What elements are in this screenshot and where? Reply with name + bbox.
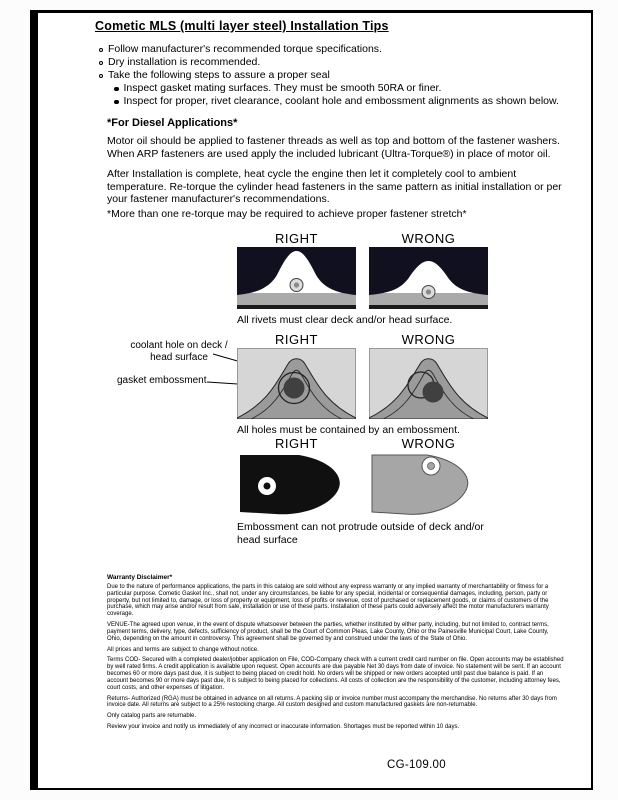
disclaimer-paragraph: All prices and terms are subject to change without notice. <box>107 646 259 653</box>
rivets-caption: All rivets must clear deck and/or head surface. <box>237 314 453 326</box>
rivet-clearance-wrong-image <box>369 247 488 309</box>
disclaimer-paragraph: Terms COD- Secured with a completed dealer/jobber application on File, COD-Company check with a current credit card number on file. Open accounts may be established by well rated firms. A credit application is available upon request. Open accounts are due payable Net 30 days from date of invoice. No statement will be sent. If an account becomes 60 or more days past due, it is subject to being placed on credit hold. No orders will be shipped or new orders accepted until past due balance is paid. If an account becomes 90 or more days past due, it is subject to being placed for collections. All costs of collection are the responsibility of the customer, including attorney fees, court costs, and other expenses of litigation. <box>107 657 564 691</box>
disclaimer-paragraph: Due to the nature of performance applications, the parts in this catalog are sold without any express warranty or any implied warranty of merchantability or fitness for a particular purpose. Cometic Gasket Inc., shall not, under any circumstances, be liable for any special, incidental or consequential damages, including, person, party or property, but not limited to, damage, or loss of property or equipment, loss of profits or revenue, cost of purchased or replacement goods, or claims of customers of the purchase, which may arise and/or result from sale, installation or use of these parts. Installation of these parts could adversely affect the motor manufacturers warranty coverage. <box>107 584 549 618</box>
wrong-label-row3: WRONG <box>401 436 456 451</box>
diesel-paragraph-3: *More than one re-torque may be required to achieve proper fastener stretch* <box>107 208 467 220</box>
catalog-page-code: CG-109.00 <box>387 759 446 771</box>
list-item <box>99 56 559 69</box>
list-item <box>99 69 559 82</box>
list-item <box>99 43 559 56</box>
tip-text: Take the following steps to assure a proper seal <box>108 69 330 81</box>
open-bullet-icon <box>99 61 103 65</box>
protrusion-wrong-image <box>369 452 488 518</box>
tip-text: Inspect gasket mating surfaces. They must be smooth 50RA or finer. <box>123 82 442 94</box>
installation-tips-list <box>99 43 559 108</box>
warranty-disclaimer-body <box>107 584 564 735</box>
gasket-embossment-annotation: gasket embossment <box>117 375 207 386</box>
embossment-containment-right-image <box>237 348 356 419</box>
disclaimer-paragraph: Returns- Authorized (RGA) must be obtained in advance on all returns. A packing slip or invoice number must accompany the merchandise. No returns after 30 days from invoice date. All returns are subject to a 25% restocking charge. All custom designed and custom manufactured gaskets are non-returnable. <box>107 695 557 709</box>
wrong-label-row1: WRONG <box>401 231 456 246</box>
coolant-hole-annotation: coolant hole on deck / head surface <box>130 340 228 363</box>
right-label-row2: RIGHT <box>275 332 318 347</box>
holes-caption: All holes must be contained by an embossment. <box>237 424 460 436</box>
disclaimer-paragraph: Review your invoice and notify us immediately of any incorrect or inaccurate information. Shortages must be reported within 10 days. <box>107 724 460 731</box>
protrusion-right-image <box>237 452 356 518</box>
filled-bullet-icon <box>114 100 119 105</box>
page-title: Cometic MLS (multi layer steel) Installation Tips <box>95 19 389 33</box>
rivet-clearance-right-image <box>237 247 356 309</box>
tip-text: Dry installation is recommended. <box>108 56 261 68</box>
disclaimer-paragraph: VENUE-The agreed upon venue, in the event of dispute whatsoever between the parties, whether instituted by either party, including, but not limited to, contract terms, payment terms, delivery, type, defects, sufficiency of product, shall be the Court of Common Pleas, Lake County, Ohio or the Painesville Municipal Court, Lake County, Ohio, depending on the amount in controversy. This agreement shall be governed by and construed under the laws of the State of Ohio. <box>107 622 549 642</box>
right-label-row3: RIGHT <box>275 436 318 451</box>
protrusion-caption: Embossment can not protrude outside of deck and/or head surface <box>237 521 484 546</box>
diesel-paragraph-1: Motor oil should be applied to fastener threads as well as top and bottom of the fastener washers. When ARP fasteners are used apply the included lubricant (Ultra-Torque®) in place of motor oil. <box>107 135 560 160</box>
diesel-paragraph-2: After Installation is complete, heat cycle the engine then let it completely cool to ambient temperature. Re-torque the cylinder head fasteners in the same pattern as initial installation or per your fastener manufacturer's recommendations. <box>107 168 562 206</box>
open-bullet-icon <box>99 48 103 52</box>
warranty-disclaimer-heading: Warranty Disclaimer* <box>107 574 173 581</box>
list-item <box>114 95 559 108</box>
diesel-applications-heading: *For Diesel Applications* <box>107 117 238 129</box>
list-item <box>114 82 559 95</box>
open-bullet-icon <box>99 74 103 78</box>
disclaimer-paragraph: Only catalog parts are returnable. <box>107 713 197 720</box>
embossment-containment-wrong-image <box>369 348 488 419</box>
tip-text: Follow manufacturer's recommended torque specifications. <box>108 43 382 55</box>
wrong-label-row2: WRONG <box>401 332 456 347</box>
tip-text: Inspect for proper, rivet clearance, coolant hole and embossment alignments as shown below. <box>123 95 559 107</box>
filled-bullet-icon <box>114 87 119 92</box>
right-label-row1: RIGHT <box>275 231 318 246</box>
